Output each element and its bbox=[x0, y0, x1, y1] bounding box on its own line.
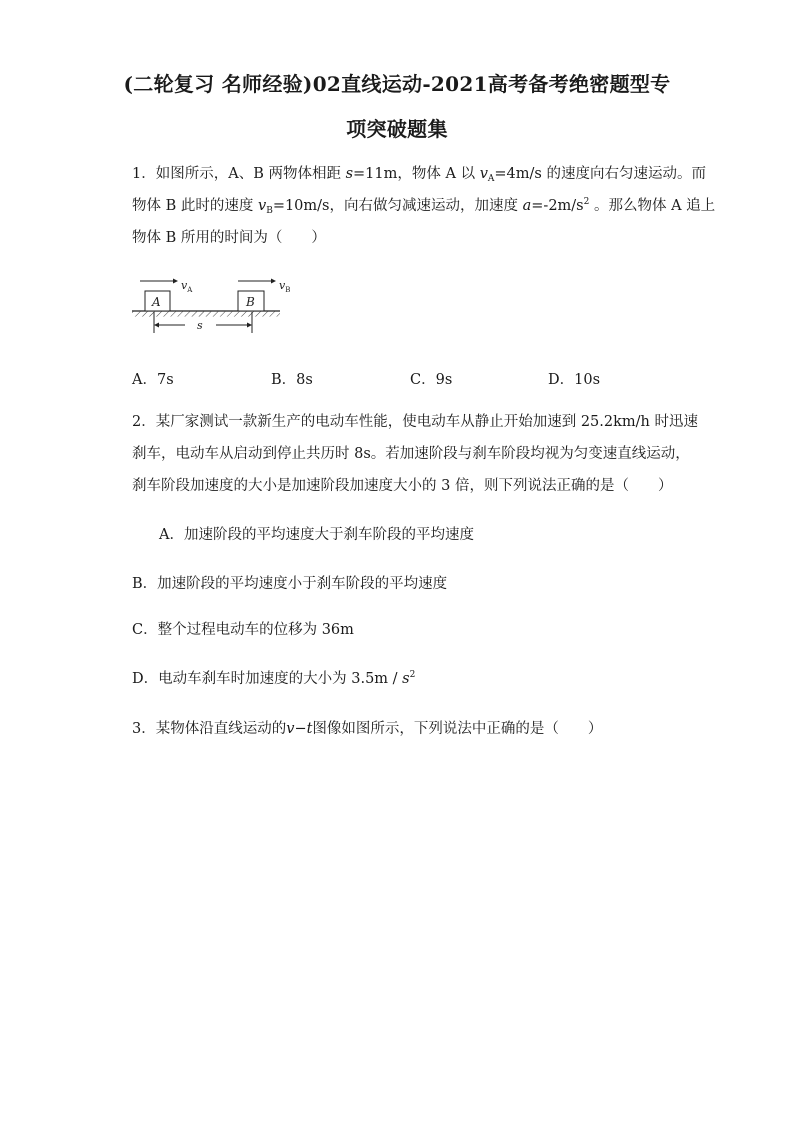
q2-option-a: A．加速阶段的平均速度大于刹车阶段的平均速度 bbox=[159, 527, 474, 543]
q1-text-line-1: 1．如图所示，A、B 两物体相距 s=11m，物体 A 以 $v_A=4m/s$ 的速度向右匀速运动。而 bbox=[132, 166, 706, 184]
velocity-arrow-b-head bbox=[271, 279, 276, 284]
q1-text-line-2: 物体 B 此时的速度 $v_B=10m/s$，向右做匀减速运动，加速度 $a=-2m/s^2$ 。那么物体 A 追上 bbox=[132, 197, 716, 216]
q2-option-b: B．加速阶段的平均速度小于刹车阶段的平均速度 bbox=[132, 576, 448, 592]
document-title-line-2: 项突破题集 bbox=[346, 117, 448, 141]
q1-option-b: B．8s bbox=[271, 372, 313, 388]
block-b-label: B bbox=[246, 295, 255, 309]
q1-option-c: C．9s bbox=[410, 372, 453, 388]
q2-text-line-2: 刹车，电动车从启动到停止共历时 8s。若加速阶段与刹车阶段均视为匀变速直线运动， bbox=[132, 446, 690, 462]
distance-arrow-left-head bbox=[154, 323, 159, 328]
q1-motion-diagram bbox=[130, 272, 290, 337]
q2-text-line-3: 刹车阶段加速度的大小是加速阶段加速度大小的 3 倍，则下列说法正确的是（ ） bbox=[132, 478, 673, 494]
q2-option-c: C．整个过程电动车的位移为 36m bbox=[132, 622, 354, 638]
distance-arrow-right-head bbox=[247, 323, 252, 328]
document-title-line-1: (二轮复习 名师经验)02直线运动-2021高考备考绝密题型专 bbox=[123, 72, 671, 96]
block-a-label: A bbox=[152, 295, 161, 309]
q1-option-a: A．7s bbox=[132, 372, 174, 388]
q1-option-d: D．10s bbox=[548, 372, 601, 388]
q2-text-line-1: 2．某厂家测试一款新生产的电动车性能，使电动车从静止开始加速到 25.2km/h 时迅速 bbox=[132, 414, 698, 430]
velocity-arrow-a-head bbox=[173, 279, 178, 284]
q2-option-d: D．电动车刹车时加速度的大小为 $3.5m / s^2$ bbox=[132, 670, 416, 687]
velocity-a-label: $v_A$ bbox=[181, 279, 193, 294]
distance-label: s bbox=[197, 319, 203, 332]
q1-text-line-3: 物体 B 所用的时间为（ ） bbox=[132, 230, 326, 246]
q3-text: 3．某物体沿直线运动的v−t图像如图所示，下列说法中正确的是（ ） bbox=[132, 721, 603, 737]
velocity-b-label: $v_B$ bbox=[279, 279, 290, 294]
